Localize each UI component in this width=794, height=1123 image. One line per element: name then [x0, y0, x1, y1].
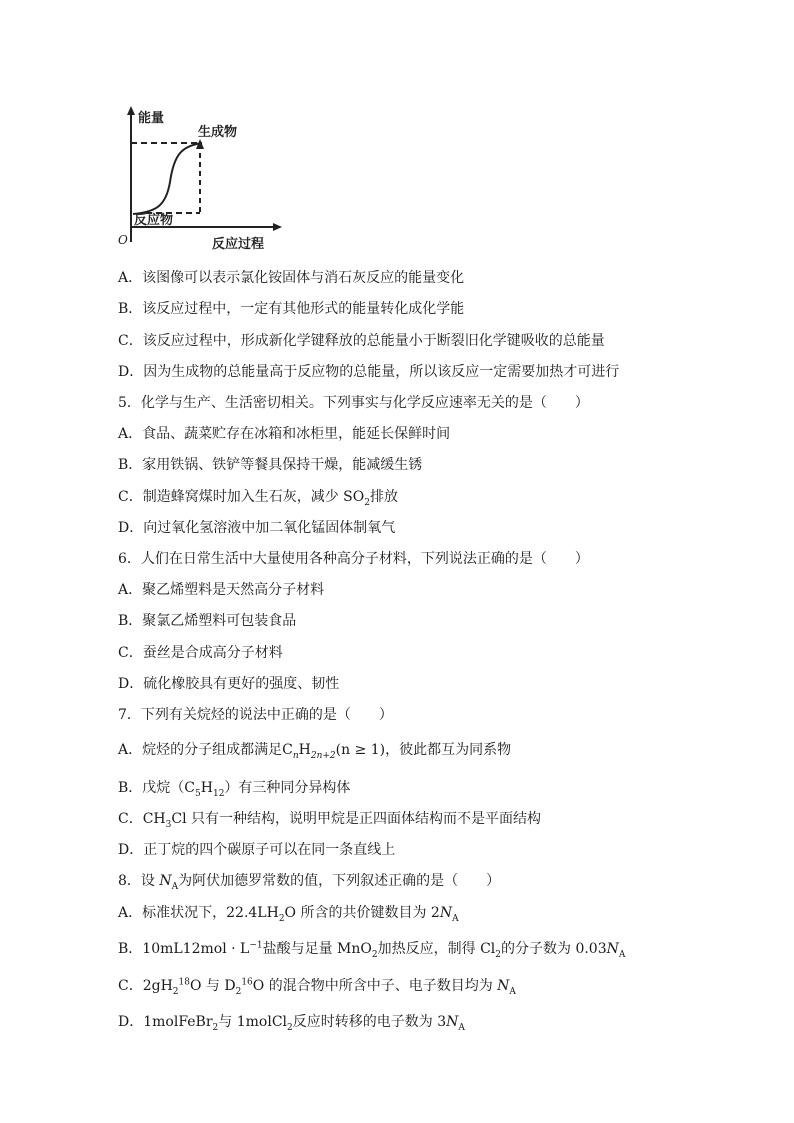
option-text-mid: 加热反应，制得 Cl	[377, 941, 496, 957]
subscript: 2	[371, 949, 378, 960]
energy-curve	[133, 143, 202, 214]
superscript: 18	[178, 977, 190, 988]
superscript: −1	[249, 940, 263, 951]
energy-diagram	[116, 102, 286, 254]
option-text-mid: O 所含的共价键数目为 2	[284, 905, 440, 921]
product-label: 生成物	[198, 125, 238, 140]
reactant-label: 反应物	[134, 213, 174, 228]
y-axis-arrow	[127, 106, 135, 115]
option-text-pre: 烷烃的分子组成都满足	[142, 742, 283, 758]
q4-option-a	[118, 268, 464, 288]
option-letter: C．	[118, 978, 143, 994]
option-text: 硫化橡胶具有更好的强度、韧性	[143, 676, 340, 692]
q6-option-d	[118, 674, 339, 694]
option-letter: B．	[118, 301, 143, 317]
avogadro-symbol: N	[439, 905, 453, 921]
subscript: A	[171, 881, 179, 892]
option-text-mid: 与 1molCl	[218, 1014, 288, 1030]
option-text-mid: 的分子数为 0.03	[501, 941, 607, 957]
subscript: A	[452, 913, 459, 924]
option-letter: C．	[118, 811, 143, 827]
option-text-pre: 2gH	[142, 978, 173, 994]
q6-option-b	[118, 611, 296, 631]
option-text: 正丁烷的四个碳原子可以在同一条直线上	[143, 842, 396, 858]
option-text: 家用铁锅、铁铲等餐具保持干燥，能减缓生锈	[142, 457, 423, 473]
option-text-mid: 反应时转移的电子数为 3	[292, 1014, 447, 1030]
avogadro-symbol: N	[159, 873, 172, 889]
subscript: 2	[278, 913, 285, 924]
q5-option-b	[118, 455, 422, 475]
q7-stem: 7．下列有关烷烃的说法中正确的是（ ）	[118, 707, 393, 723]
avogadro-symbol: N	[497, 978, 510, 994]
q8-option-b	[118, 939, 625, 959]
option-letter: B．	[118, 941, 143, 957]
option-text: 该反应过程中，一定有其他形式的能量转化成化学能	[142, 301, 465, 317]
q7-option-d	[118, 840, 395, 860]
subscript: 2	[172, 986, 179, 997]
option-letter: A．	[118, 270, 143, 286]
q7-option-a	[118, 740, 511, 760]
avogadro-symbol: N	[606, 941, 619, 957]
formula-condition: (n ≥ 1)	[335, 742, 386, 758]
option-letter: D．	[118, 364, 144, 380]
q6-option-a	[118, 580, 324, 600]
q4-option-d	[118, 362, 619, 382]
formula-n: n	[292, 750, 299, 761]
q7-option-b	[118, 778, 350, 798]
option-text: 聚氯乙烯塑料可包装食品	[142, 613, 297, 629]
option-text: 聚乙烯塑料是天然高分子材料	[142, 582, 325, 598]
q5-stem: 5．化学与生产、生活密切相关。下列事实与化学反应速率无关的是（ ）	[118, 395, 589, 411]
formula-h-sub: 2n+2	[310, 750, 336, 761]
option-text: 食品、蔬菜贮存在冰箱和冰柜里，能延长保鲜时间	[142, 426, 451, 442]
subscript: A	[509, 986, 516, 997]
x-axis-label: 反应过程	[212, 237, 265, 252]
q8-option-d	[118, 1012, 465, 1032]
option-text: 因为生成物的总能量高于反应物的总能量，所以该反应一定需要加热才可进行	[143, 364, 620, 380]
option-letter: D．	[118, 1014, 144, 1030]
option-letter: B．	[118, 613, 143, 629]
stem-post: 为阿伏加德罗常数的值，下列叙述正确的是（ ）	[178, 873, 501, 889]
option-letter: C．	[118, 333, 143, 349]
subscript: 2	[212, 1022, 219, 1033]
option-text-pre: 制造蜂窝煤时加入生石灰，减少 SO	[142, 489, 365, 505]
option-letter: C．	[118, 645, 143, 661]
option-text-pre: 10mL12mol · L	[142, 941, 250, 957]
q8-option-c	[118, 976, 516, 996]
option-text: 向过氧化氢溶液中加二氧化锰固体制氧气	[143, 520, 396, 536]
subscript: A	[458, 1022, 465, 1033]
option-letter: B．	[118, 780, 143, 796]
q5-option-a	[118, 424, 450, 444]
q4-option-c	[118, 331, 605, 351]
superscript: 16	[241, 977, 253, 988]
stem-pre: 8．设	[118, 873, 160, 889]
option-text-post: ，彼此都互为同系物	[385, 742, 512, 758]
option-text-mid: O 与 D	[189, 978, 236, 994]
avogadro-symbol: N	[446, 1014, 459, 1030]
option-text-pre: CH	[142, 811, 166, 827]
q7-option-c	[118, 809, 541, 829]
option-text: 该图像可以表示氯化铵固体与消石灰反应的能量变化	[142, 270, 465, 286]
subscript: 2	[287, 1022, 293, 1033]
formula-c: C	[282, 742, 293, 758]
option-text-pre: 1molFeBr	[143, 1014, 213, 1030]
option-text-pre: 标准状况下，22.4LH	[142, 905, 279, 921]
subscript: 3	[165, 819, 172, 830]
q5-option-c	[118, 487, 398, 507]
option-text-post: 排放	[369, 489, 398, 505]
option-text: 该反应过程中，形成新化学键释放的总能量小于断裂旧化学键吸收的总能量	[142, 333, 605, 349]
subscript: 2	[235, 986, 242, 997]
origin-label: O	[118, 233, 128, 247]
subscript: 2	[364, 497, 370, 508]
formula-h: H	[298, 742, 311, 758]
q8-option-a	[118, 903, 459, 923]
subscript: 5	[195, 788, 201, 799]
option-text-post: ）有三种同分异构体	[224, 780, 351, 796]
option-letter: D．	[118, 520, 144, 536]
subscript: A	[618, 949, 626, 960]
option-text-pre: 戊烷（C	[142, 780, 196, 796]
option-letter: C．	[118, 489, 143, 505]
option-letter: A．	[118, 582, 143, 598]
q8-stem	[118, 871, 500, 891]
y-axis-label: 能量	[138, 111, 165, 126]
option-text-mid: H	[200, 780, 213, 796]
q5-option-d	[118, 518, 395, 538]
option-letter: B．	[118, 457, 143, 473]
option-text-mid: O 的混合物中所含中子、电子数目均为	[252, 978, 498, 994]
q6-option-c	[118, 643, 283, 663]
q4-option-b	[118, 299, 464, 319]
option-text-mid: 盐酸与足量 MnO	[262, 941, 372, 957]
option-letter: D．	[118, 842, 144, 858]
q6-stem: 6．人们在日常生活中大量使用各种高分子材料，下列说法正确的是（ ）	[118, 551, 589, 567]
subscript: 2	[495, 949, 501, 960]
option-letter: D．	[118, 676, 144, 692]
option-letter: A．	[118, 426, 143, 442]
option-letter: A．	[118, 905, 143, 921]
subscript: 12	[212, 788, 225, 799]
x-axis-arrow	[273, 223, 282, 231]
option-text-post: Cl 只有一种结构，说明甲烷是正四面体结构而不是平面结构	[171, 811, 542, 827]
option-text: 蚕丝是合成高分子材料	[142, 645, 283, 661]
option-letter: A．	[118, 742, 143, 758]
